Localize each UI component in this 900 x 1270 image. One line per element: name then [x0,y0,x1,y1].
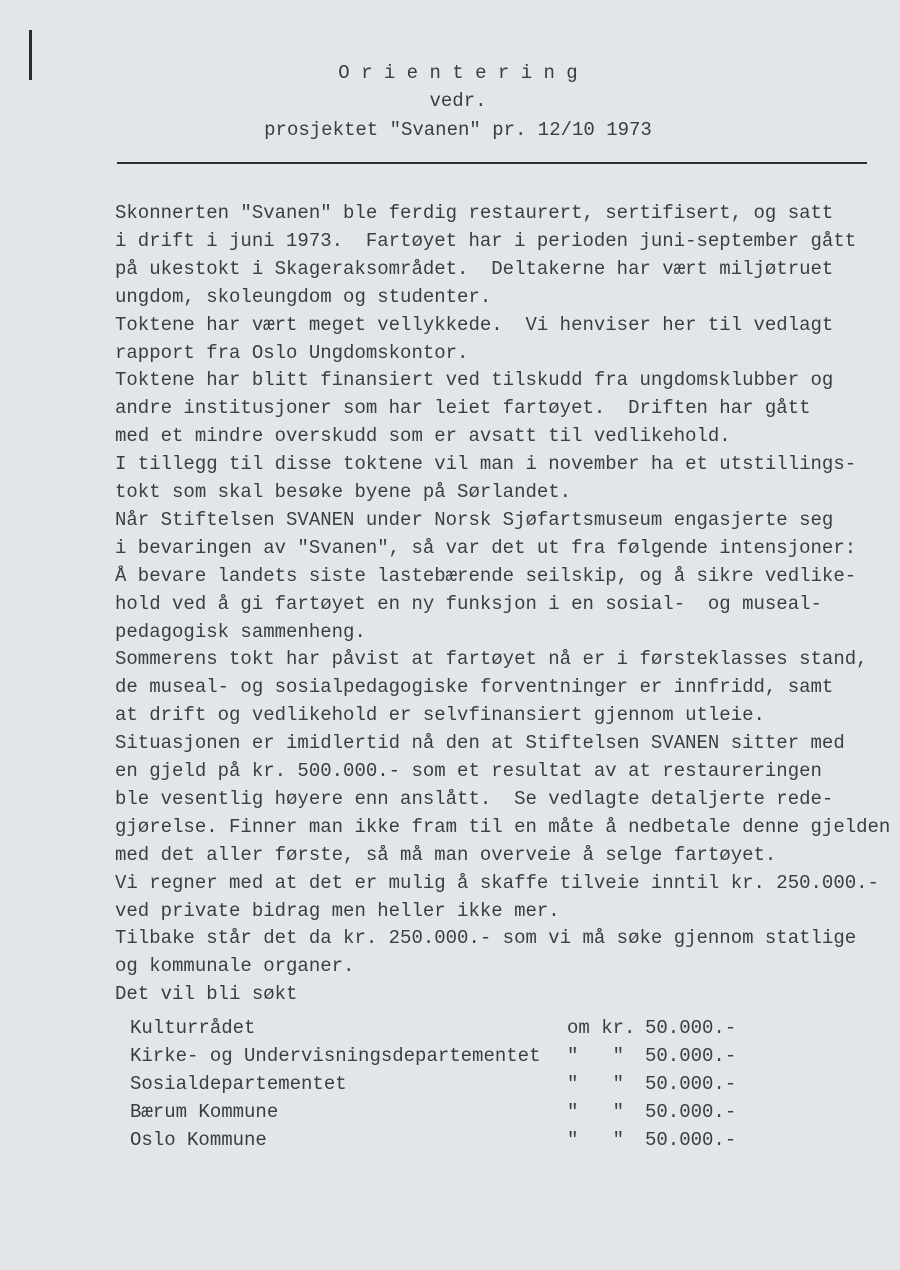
application-prefix: " " [567,1045,625,1067]
text-line: med et mindre overskudd som er avsatt til vedlikehold. [115,425,731,448]
document-subtitle-project: prosjektet "Svanen" pr. 12/10 1973 [264,119,652,141]
text-line: rapport fra Oslo Ungdomskontor. [115,341,469,364]
text-line: ungdom, skoleungdom og studenter. [115,285,492,308]
application-prefix: om kr. [567,1017,636,1039]
text-line: Skonnerten "Svanen" ble ferdig restaurert, sertifisert, og satt [115,202,834,224]
document-title: O r i e n t e r i n g [338,62,578,84]
application-prefix: " " [567,1129,625,1151]
text-line: tokt som skal besøke byene på Sørlandet. [115,481,572,503]
application-prefix: " " [567,1101,625,1123]
text-line: Tilbake står det da kr. 250.000.- som vi må søke gjennom statlige [115,927,857,950]
application-amount: 50.000.- [645,1073,737,1095]
text-line: ble vesentlig høyere enn anslått. Se vedlagte detaljerte rede- [115,787,834,810]
text-line: pedagogisk sammenheng. [115,620,366,643]
document-subtitle-vedr: vedr. [429,90,487,112]
text-line: andre institusjoner som har leiet fartøyet. Driften har gått [115,397,811,420]
application-organ: Sosialdepartementet [130,1073,347,1095]
text-line: Det vil bli søkt [115,983,298,1006]
text-line: i drift i juni 1973. Fartøyet har i perioden juni-september gått [115,229,857,252]
application-organ: Kirke- og Undervisningsdepartementet [130,1045,541,1067]
text-line: de museal- og sosialpedagogiske forventninger er innfridd, samt [115,676,834,699]
text-line: at drift og vedlikehold er selvfinansiert gjennom utleie. [115,704,765,727]
application-amount: 50.000.- [645,1017,737,1039]
text-line: Toktene har vært meget vellykkede. Vi henviser her til vedlagt [115,313,834,336]
text-line: ved private bidrag men heller ikke mer. [115,899,560,922]
text-line: Sommerens tokt har påvist at fartøyet nå er i førsteklasses stand, [115,648,868,671]
application-prefix: " " [567,1073,625,1095]
application-organ: Kulturrådet [130,1017,256,1039]
text-line: gjørelse. Finner man ikke fram til en måte å nedbetale denne gjelden [115,815,891,838]
text-line: i bevaringen av "Svanen", så var det ut fra følgende intensjoner: [115,536,857,559]
application-amount: 50.000.- [645,1045,737,1067]
text-line: Å bevare landets siste lastebærende seilskip, og å sikre vedlike- [115,564,857,587]
application-amount: 50.000.- [645,1101,737,1123]
text-line: med det aller første, så må man overveie å selge fartøyet. [115,843,777,866]
text-line: I tillegg til disse toktene vil man i november ha et utstillings- [115,453,857,476]
text-line: og kommunale organer. [115,955,355,978]
text-line: på ukestokt i Skageraksområdet. Deltakerne har vært miljøtruet [115,257,834,280]
text-line: Toktene har blitt finansiert ved tilskudd fra ungdomsklubber og [115,369,834,392]
text-line: Situasjonen er imidlertid nå den at Stiftelsen SVANEN sitter med [115,732,845,755]
header-divider [117,162,867,164]
text-line: en gjeld på kr. 500.000.- som et resultat av at restaureringen [115,760,822,782]
application-organ: Oslo Kommune [130,1129,267,1151]
text-line: Vi regner med at det er mulig å skaffe tilveie inntil kr. 250.000.- [115,871,879,894]
text-line: Når Stiftelsen SVANEN under Norsk Sjøfartsmuseum engasjerte seg [115,508,834,531]
application-organ: Bærum Kommune [130,1101,279,1123]
application-amount: 50.000.- [645,1129,737,1151]
text-line: hold ved å gi fartøyet en ny funksjon i en sosial- og museal- [115,592,822,615]
